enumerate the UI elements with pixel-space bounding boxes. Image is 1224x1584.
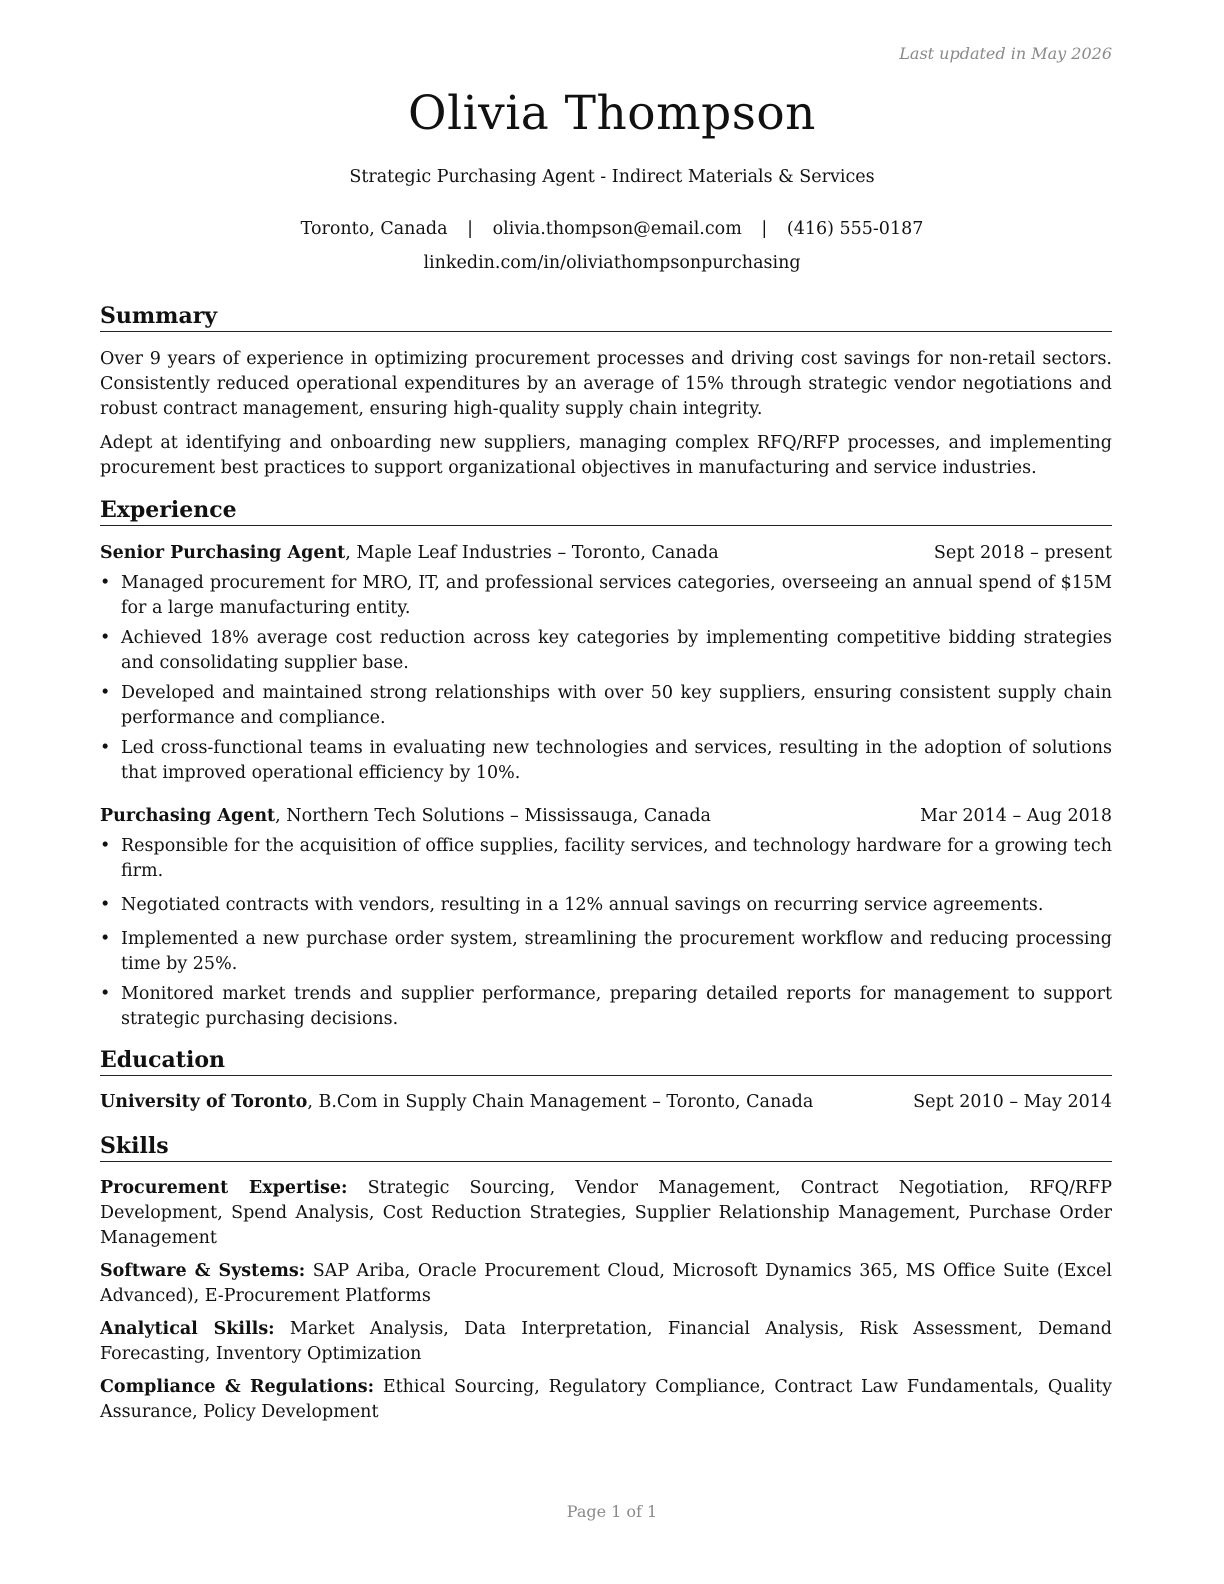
- job-company: , Maple Leaf Industries – Toronto, Canada: [345, 543, 719, 563]
- skill-group-items: Ethical Sourcing, Regulatory Compliance, Contract Law Fundamentals, Quality Assurance, Policy Development: [100, 1377, 1112, 1422]
- education-entry: [100, 1090, 1112, 1115]
- resume-body: [100, 302, 1112, 1433]
- professional-headline: Strategic Purchasing Agent - Indirect Materials & Services: [349, 167, 875, 187]
- education-line: [100, 1090, 813, 1115]
- page-number: Page 1 of 1: [566, 1502, 658, 1521]
- contact-separator: |: [467, 219, 474, 239]
- skill-group-label: Procurement Expertise:: [100, 1178, 348, 1198]
- bullet-text: Negotiated contracts with vendors, resulting in a 12% annual savings on recurring service agreements.: [121, 895, 1044, 915]
- bullet-icon: •: [100, 683, 111, 703]
- summary-paragraph: Over 9 years of experience in optimizing procurement processes and driving cost savings for non-retail sectors. Consistently reduced operational expenditures by an average of 15% through strategic vendor negotiations and robust contract management, ensuring high-quality supply chain integrity.: [100, 349, 1112, 419]
- job-bullet: [100, 571, 1112, 621]
- job-dates: Mar 2014 – Aug 2018: [920, 806, 1112, 826]
- job-dates: Sept 2018 – present: [933, 543, 1112, 563]
- job-bullet: [100, 982, 1112, 1032]
- job-bullet: [100, 834, 1112, 884]
- job-entry: [100, 541, 1112, 786]
- education-section: [100, 1046, 1112, 1115]
- bullet-icon: •: [100, 836, 111, 856]
- experience-section: [100, 496, 1112, 1032]
- skill-group: [100, 1259, 1112, 1309]
- education-dates: Sept 2010 – May 2014: [913, 1092, 1112, 1112]
- contact-separator: |: [761, 219, 768, 239]
- job-company: , Northern Tech Solutions – Mississauga, Canada: [275, 806, 711, 826]
- skill-group: [100, 1317, 1112, 1367]
- skill-group: [100, 1176, 1112, 1251]
- school-name: University of Toronto: [100, 1092, 308, 1112]
- skill-group-label: Analytical Skills:: [100, 1319, 275, 1339]
- bullet-icon: •: [100, 984, 111, 1004]
- skills-heading: Skills: [100, 1132, 1112, 1162]
- bullet-text: Responsible for the acquisition of office supplies, facility services, and technology hardware for a growing tech firm.: [121, 836, 1112, 881]
- education-heading: Education: [100, 1046, 1112, 1076]
- contact-line: [0, 219, 1224, 239]
- skills-list: [100, 1176, 1112, 1425]
- degree-text: , B.Com in Supply Chain Management – Toronto, Canada: [307, 1092, 814, 1112]
- location-text: Toronto, Canada: [300, 219, 448, 239]
- skill-group: [100, 1375, 1112, 1425]
- skill-group-label: Software & Systems:: [100, 1261, 306, 1281]
- skill-group-items: Market Analysis, Data Interpretation, Financial Analysis, Risk Assessment, Demand Forecasting, Inventory Optimization: [100, 1319, 1112, 1364]
- email-link[interactable]: olivia.thompson@email.com: [492, 219, 742, 239]
- job-bullet: [100, 893, 1112, 918]
- job-title: Senior Purchasing Agent: [100, 543, 346, 563]
- bullet-text: Led cross-functional teams in evaluating new technologies and services, resulting in the adoption of solutions that improved operational efficiency by 10%.: [121, 738, 1112, 783]
- job-bullet-list: [100, 571, 1112, 786]
- job-header: [100, 541, 1112, 566]
- bullet-icon: •: [100, 628, 111, 648]
- candidate-name: Olivia Thompson: [408, 86, 816, 141]
- job-entry: [100, 804, 1112, 1032]
- bullet-text: Managed procurement for MRO, IT, and professional services categories, overseeing an annual spend of $15M for a large manufacturing entity.: [121, 573, 1112, 618]
- skills-section: [100, 1132, 1112, 1425]
- job-title-line: [100, 804, 711, 829]
- bullet-text: Implemented a new purchase order system, streamlining the procurement workflow and reducing processing time by 25%.: [121, 929, 1112, 974]
- job-title-line: [100, 541, 719, 566]
- job-bullet: [100, 626, 1112, 676]
- skill-group-items: SAP Ariba, Oracle Procurement Cloud, Microsoft Dynamics 365, MS Office Suite (Excel Advanced), E-Procurement Platforms: [100, 1261, 1112, 1306]
- bullet-icon: •: [100, 738, 111, 758]
- phone-number: (416) 555-0187: [786, 219, 924, 239]
- job-bullet-list: [100, 834, 1112, 1032]
- job-bullet: [100, 736, 1112, 786]
- bullet-icon: •: [100, 929, 111, 949]
- job-title: Purchasing Agent: [100, 806, 276, 826]
- job-bullet: [100, 927, 1112, 977]
- bullet-icon: •: [100, 895, 111, 915]
- summary-heading: Summary: [100, 302, 1112, 332]
- job-bullet: [100, 681, 1112, 731]
- bullet-text: Developed and maintained strong relationships with over 50 key suppliers, ensuring consistent supply chain performance and compliance.: [121, 683, 1112, 728]
- summary-paragraph: Adept at identifying and onboarding new suppliers, managing complex RFQ/RFP processes, and implementing procurement best practices to support organizational objectives in manufacturing and service industries.: [100, 433, 1112, 478]
- summary-section: [100, 302, 1112, 481]
- bullet-text: Monitored market trends and supplier performance, preparing detailed reports for management to support strategic purchasing decisions.: [121, 984, 1112, 1029]
- bullet-icon: •: [100, 573, 111, 593]
- bullet-text: Achieved 18% average cost reduction across key categories by implementing competitive bidding strategies and consolidating supplier base.: [121, 628, 1112, 673]
- skill-group-label: Compliance & Regulations:: [100, 1377, 375, 1397]
- last-updated-note: Last updated in May 2026: [899, 44, 1112, 63]
- linkedin-link[interactable]: linkedin.com/in/oliviathompsonpurchasing: [423, 253, 801, 273]
- job-header: [100, 804, 1112, 829]
- skill-group-items: Strategic Sourcing, Vendor Management, Contract Negotiation, RFQ/RFP Development, Spend Analysis, Cost Reduction Strategies, Supplier Relationship Management, Purchase Order Management: [100, 1178, 1112, 1248]
- experience-heading: Experience: [100, 496, 1112, 526]
